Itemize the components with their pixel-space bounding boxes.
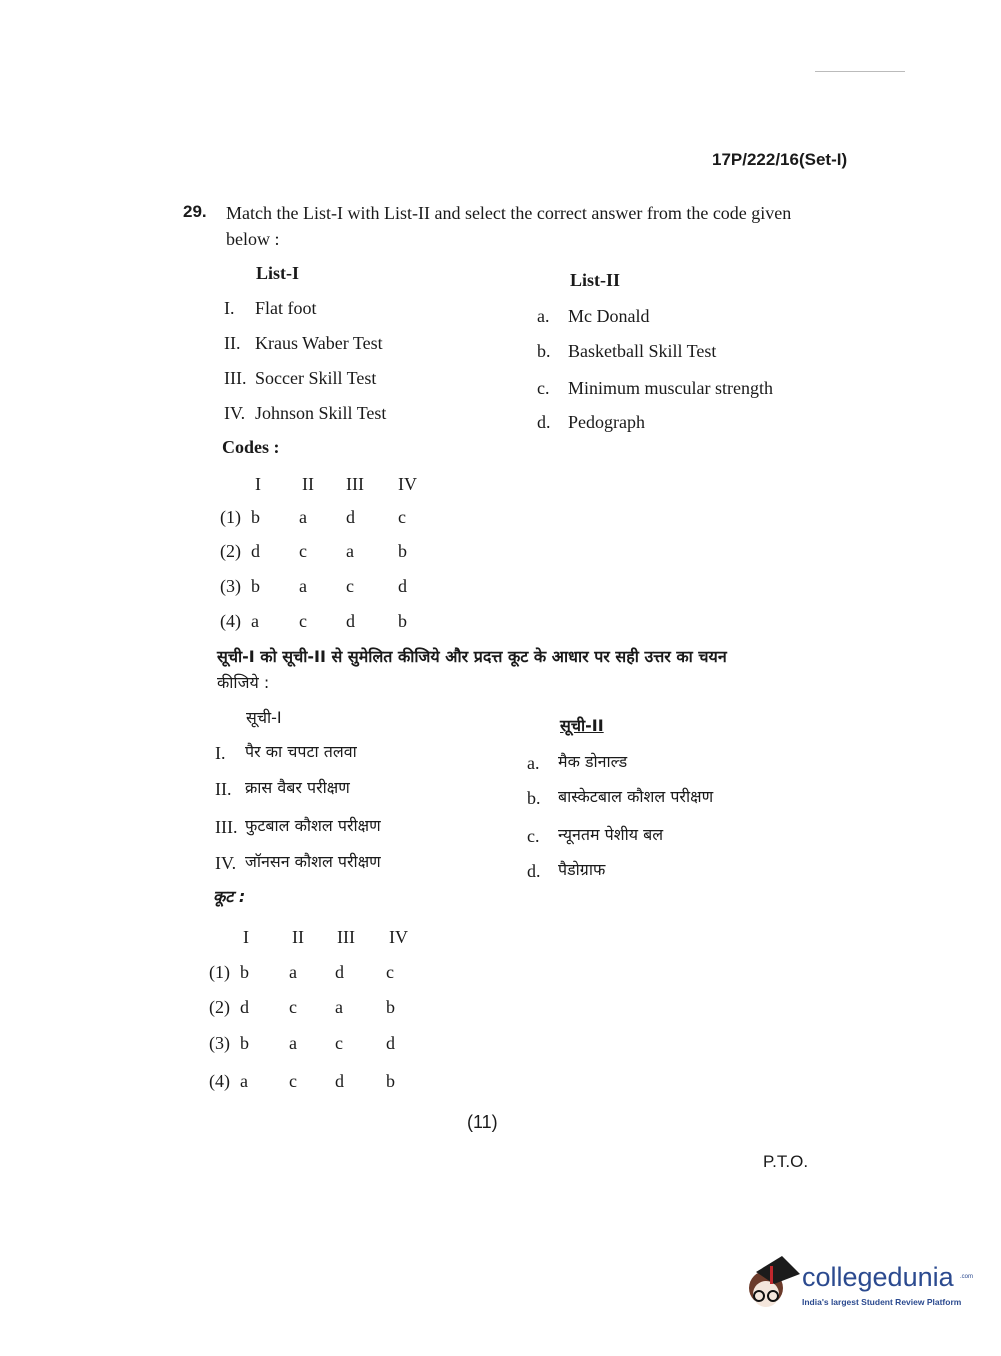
list1-title: List-I [256, 263, 300, 283]
list1-item-number: IV. [224, 403, 246, 423]
list1-title-hindi: सूची-I [246, 708, 282, 727]
list2-item-letter: c. [537, 378, 550, 398]
code-value: c [299, 611, 307, 631]
code-value: b [398, 611, 407, 631]
question-number: 29. [183, 202, 207, 221]
code-option-label: (3) [220, 576, 241, 596]
scan-line [815, 71, 905, 72]
list2-title: List-II [570, 270, 621, 290]
code-option-label: (4) [220, 611, 241, 631]
code-value: c [346, 576, 354, 596]
code-value: c [386, 962, 394, 982]
code-value: b [386, 997, 395, 1017]
codes-label-hindi: कूट : [213, 887, 246, 906]
code-value: b [386, 1071, 395, 1091]
list1-item-text: Kraus Waber Test [255, 333, 383, 353]
list1-item-text-hindi: जॉनसन कौशल परीक्षण [245, 852, 381, 871]
codes-header: IV [398, 474, 417, 494]
code-option-label: (4) [209, 1071, 230, 1091]
code-value: c [299, 541, 307, 561]
code-value: d [335, 962, 344, 982]
list1-item-text: Johnson Skill Test [255, 403, 387, 423]
code-value: c [289, 1071, 297, 1091]
codes-header: III [337, 927, 355, 947]
code-option-label: (1) [220, 507, 241, 527]
codes-header: II [292, 927, 304, 947]
code-option-label: (3) [209, 1033, 230, 1053]
codes-header: I [255, 474, 261, 494]
code-value: b [240, 1033, 249, 1053]
list2-item-text: Mc Donald [568, 306, 650, 326]
list2-item-letter: b. [537, 341, 551, 361]
code-option-label: (2) [220, 541, 241, 561]
code-value: a [289, 1033, 297, 1053]
list1-item-text: Flat foot [255, 298, 317, 318]
list2-title-hindi: सूची-II [560, 716, 604, 735]
question-text-cont: below : [226, 229, 280, 249]
code-option-label: (1) [209, 962, 230, 982]
code-value: c [398, 507, 406, 527]
list2-item-text-hindi: मैक डोनाल्ड [558, 752, 628, 771]
list2-item-letter-hindi: b. [527, 788, 541, 808]
codes-header: I [243, 927, 249, 947]
page-number: (11) [467, 1112, 498, 1132]
list2-item-text: Minimum muscular strength [568, 378, 773, 398]
question-text-hindi: सूची-I को सूची-II से सुमेलित कीजिये और प्रदत्त कूट के आधार पर सही उत्तर का चयन [217, 647, 727, 666]
pto-label: P.T.O. [763, 1152, 809, 1171]
code-value: a [289, 962, 297, 982]
list2-item-letter: d. [537, 412, 551, 432]
list1-item-text-hindi: फुटबाल कौशल परीक्षण [245, 816, 381, 835]
code-value: b [398, 541, 407, 561]
list2-item-text-hindi: न्यूनतम पेशीय बल [558, 825, 664, 844]
code-value: a [346, 541, 354, 561]
brand-name: collegedunia [802, 1262, 954, 1292]
list2-item-text-hindi: बास्केटबाल कौशल परीक्षण [558, 787, 714, 806]
list1-item-text-hindi: क्रास वैबर परीक्षण [245, 778, 350, 797]
code-value: b [240, 962, 249, 982]
list1-item-text-hindi: पैर का चपटा तलवा [245, 742, 357, 761]
code-value: d [386, 1033, 395, 1053]
code-option-label: (2) [209, 997, 230, 1017]
list2-item-text: Pedograph [568, 412, 645, 432]
code-value: d [335, 1071, 344, 1091]
list1-item-number: I. [224, 298, 235, 318]
code-value: a [299, 576, 307, 596]
list2-item-letter-hindi: d. [527, 861, 541, 881]
list1-item-number: II. [224, 333, 241, 353]
list2-item-text: Basketball Skill Test [568, 341, 717, 361]
mascot-icon [742, 1250, 802, 1320]
code-value: b [251, 507, 260, 527]
code-value: d [346, 611, 355, 631]
codes-header: II [302, 474, 314, 494]
codes-label: Codes : [222, 437, 280, 457]
code-value: a [251, 611, 259, 631]
code-value: a [240, 1071, 248, 1091]
brand-domain: .com [960, 1274, 974, 1280]
list2-item-letter: a. [537, 306, 550, 326]
code-value: a [299, 507, 307, 527]
list2-item-letter-hindi: c. [527, 826, 540, 846]
code-value: d [346, 507, 355, 527]
code-value: d [398, 576, 407, 596]
paper-code: 17P/222/16(Set-I) [712, 150, 848, 169]
collegedunia-watermark [742, 1250, 972, 1320]
list1-item-number: III. [224, 368, 247, 388]
question-text: Match the List-I with List-II and select the correct answer from the code given [226, 203, 792, 223]
list1-item-number-hindi: I. [215, 743, 226, 763]
list1-item-text: Soccer Skill Test [255, 368, 377, 388]
codes-header: IV [389, 927, 408, 947]
code-value: c [335, 1033, 343, 1053]
codes-header: III [346, 474, 364, 494]
code-value: d [240, 997, 249, 1017]
code-value: b [251, 576, 260, 596]
code-value: c [289, 997, 297, 1017]
list1-item-number-hindi: IV. [215, 853, 237, 873]
list2-item-text-hindi: पैडोग्राफ [558, 860, 606, 879]
code-value: d [251, 541, 260, 561]
list1-item-number-hindi: III. [215, 817, 238, 837]
list1-item-number-hindi: II. [215, 779, 232, 799]
code-value: a [335, 997, 343, 1017]
question-text-hindi-cont: कीजिये : [217, 673, 270, 692]
list2-item-letter-hindi: a. [527, 753, 540, 773]
brand-tagline: India's largest Student Review Platform [802, 1297, 962, 1307]
